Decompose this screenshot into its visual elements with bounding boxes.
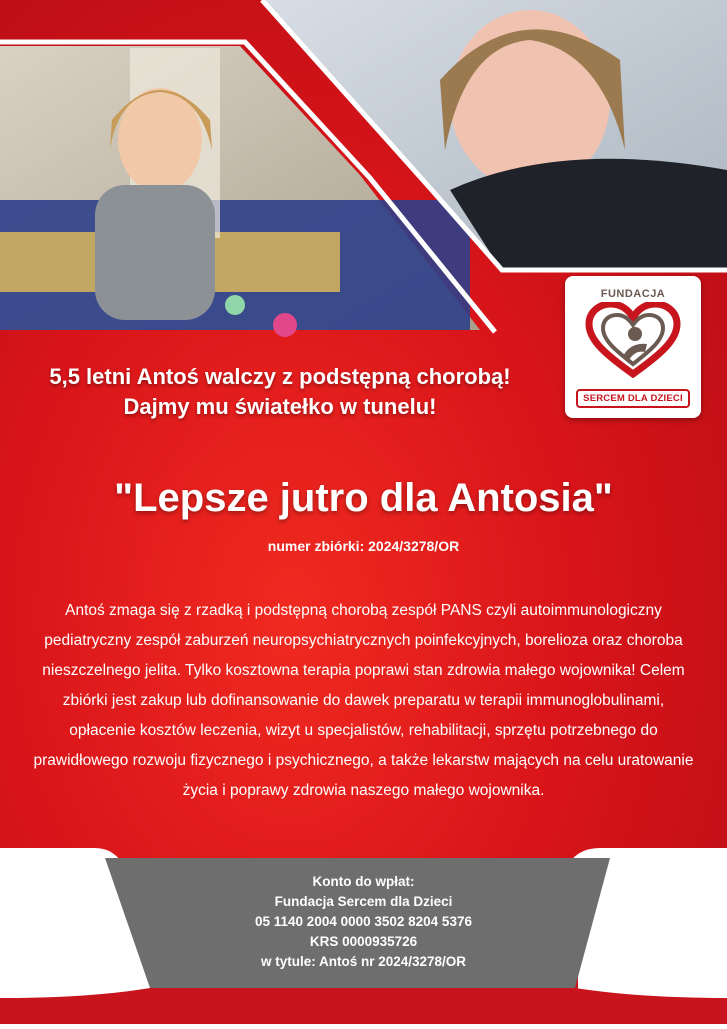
fundraiser-title: "Lepsze jutro dla Antosia" (114, 476, 613, 520)
account-name: Fundacja Sercem dla Dzieci (274, 894, 453, 909)
logo-bottom-text: SERCEM DLA DZIECI (576, 389, 690, 408)
logo-top-text: FUNDACJA (600, 288, 666, 300)
bank-account-info (150, 872, 577, 972)
slogan-line-1: 5,5 letni Antoś walczy z podstępną chorobą! (49, 364, 511, 389)
foundation-logo (565, 276, 701, 418)
fundraiser-description: Antoś zmaga się z rzadką i podstępną chorobą zespół PANS czyli autoimmunologiczny pediatryczny zespół zaburzeń neuropsychiatrycznych poinfekcyjnych, borelioza oraz choroba nieszczelnego jelita. Tylko kosztowna terapia poprawi stan zdrowia małego wojownika! Celem zbiórki jest zakup lub dofinansowanie do dawek preparatu w terapii immunoglobulinami, opłacenie kosztów leczenia, wizyt u specjalistów, rehabilitacji, sprzętu potrzebnego do prawidłowego rozwoju fizycznego i psychicznego, a także lekarstw mających na celu uratowanie życia i poprawy zdrowia naszego małego wojownika. (33, 602, 694, 799)
account-krs: KRS 0000935726 (309, 934, 418, 949)
heart-with-child-icon (585, 302, 681, 378)
account-number: 05 1140 2004 0000 3502 8204 5376 (255, 914, 472, 929)
account-heading: Konto do wpłat: (312, 874, 415, 889)
slogan-line-2: Dajmy mu światełko w tunelu! (123, 394, 437, 419)
collection-number: numer zbiórki: 2024/3278/OR (267, 538, 460, 554)
slogan (0, 362, 560, 422)
account-transfer-title: w tytule: Antoś nr 2024/3278/OR (260, 954, 467, 969)
